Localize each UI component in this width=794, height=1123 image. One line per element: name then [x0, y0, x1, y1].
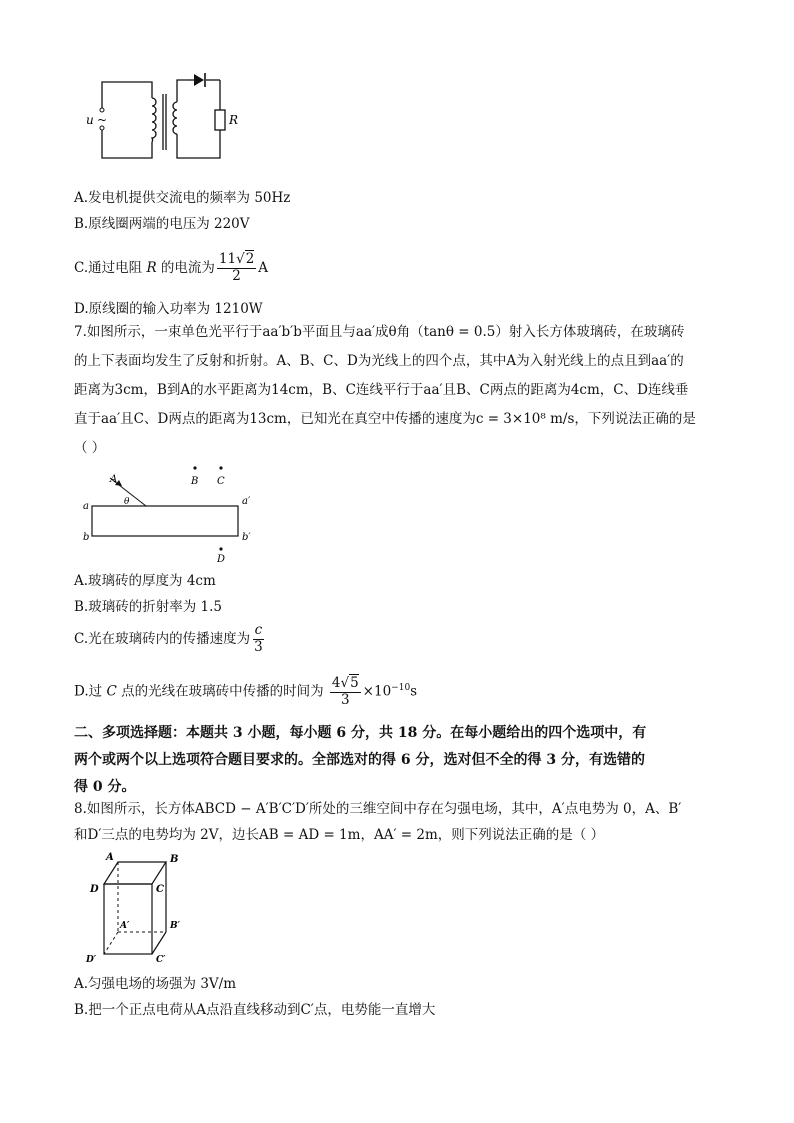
vertex-c-prime-label: C′: [156, 955, 166, 965]
point-a-label: A: [110, 474, 118, 485]
q7-time-fraction: $\frac{4√5}{3}$: [331, 674, 359, 708]
r-label: R: [229, 113, 239, 127]
q8-option-a: A.匀强电场的场强为 3V/m: [74, 976, 237, 992]
q7-stem: 7.如图所示，一束单色光平行于aa′b′b平面且与aa′成θ角（tanθ = 0.5）射入长方体玻璃砖，在玻璃砖 的上下表面均发生了反射和折射。A、B、C、D为光线上的四个点，其中A为入射光线上的点且到aa′的 距离为3cm，B到A的水平距离为14cm，B、C连线平行于aa′且B、C两点的距离为4cm，C、D连线垂 直于aa′且C、D两点的距离为13cm，已知光在真空中传播的速度为c = 3×10⁸ m/s，下列说法正确的是 （ ）: [74, 324, 696, 456]
q8-stem: 8.如图所示，长方体ABCD − A′B′C′D′所处的三维空间中存在匀强电场，其中，A′点电势为 0，A、B′ 和D′三点的电势均为 2V，边长AB = AD = 1m，AA′ = 2m，则下列说法正确的是（ ）: [74, 801, 682, 843]
vertex-d-prime-label: D′: [86, 955, 97, 965]
edge-b-label: b: [83, 532, 90, 543]
cuboid-figure: [78, 848, 208, 966]
q6-current-fraction: $\frac{11√2}{2}$: [218, 251, 255, 284]
vertex-d-label: D: [90, 884, 99, 895]
q8-option-b: B.把一个正点电荷从A点沿直线移动到C′点，电势能一直增大: [74, 1002, 436, 1018]
point-d-label: D: [217, 554, 226, 565]
q7-option-b: B.玻璃砖的折射率为 1.5: [74, 599, 222, 615]
q7-option-c: C.光在玻璃砖内的传播速度为 $\frac{c}{3}$: [74, 622, 263, 655]
edge-b-prime-label: b′: [242, 532, 251, 543]
q7-speed-fraction: $\frac{c}{3}$: [254, 622, 263, 655]
q6-option-a: A.发电机提供交流电的频率为 50Hz: [74, 190, 291, 206]
point-b-label: B: [191, 476, 199, 487]
theta-label: θ: [124, 497, 130, 507]
transformer-circuit-figure: [80, 66, 260, 166]
u-label: u: [86, 113, 94, 127]
point-c-label: C: [217, 476, 225, 487]
q6-option-c: C.通过电阻 R 的电流为 $\frac{11√2}{2}$ A: [74, 251, 269, 284]
vertex-c-label: C: [156, 884, 164, 895]
vertex-b-label: B: [170, 854, 179, 865]
vertex-b-prime-label: B′: [170, 921, 180, 931]
q6-option-b: B.原线圈两端的电压为 220V: [74, 216, 250, 232]
vertex-a-label: A: [106, 852, 114, 863]
glass-brick-figure: [78, 462, 268, 572]
edge-a-label: a: [83, 501, 89, 512]
q7-option-d: D.过 C 点的光线在玻璃砖中传播的时间为 $\frac{4√5}{3}$ $\times 10^{-10}s$: [74, 674, 418, 708]
ac-tilde: ~: [97, 113, 108, 127]
edge-a-prime-label: a′: [242, 496, 251, 507]
section-2-heading: 二、多项选择题：本题共 3 小题，每小题 6 分，共 18 分。在每小题给出的四个选项中，有 两个或两个以上选项符合题目要求的。全部选对的得 6 分，选对但不全的得 3 分，有选错的 得 0 分。: [74, 725, 647, 795]
q7-option-a: A.玻璃砖的厚度为 4cm: [74, 573, 216, 589]
q6-option-d: D.原线圈的输入功率为 1210W: [74, 301, 263, 317]
vertex-a-prime-label: A′: [120, 921, 130, 931]
